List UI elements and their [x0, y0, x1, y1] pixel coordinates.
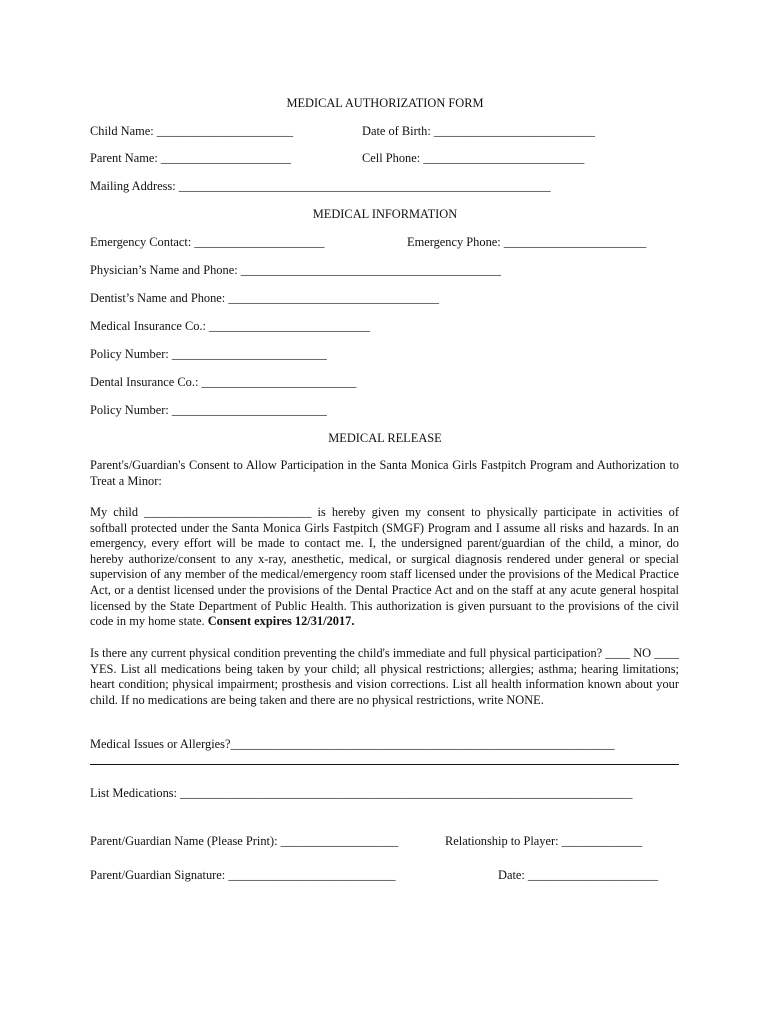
- condition-question: Is there any current physical condition preventing the child's immediate and full physical participation? ____ NO ____ YES. List all medications being taken by your child; all physical restrictions; allergies; asthma; hearing limitations; heart condition; physical impairment; prosthesis and vision corrections. List all health information known about your child. If no medications are being taken and there are no physical restrictions, write NONE.: [90, 646, 679, 707]
- medical-release-heading: MEDICAL RELEASE: [328, 431, 442, 445]
- dental-policy-number-field[interactable]: Policy Number: _________________________: [90, 403, 327, 417]
- medical-issues-field[interactable]: Medical Issues or Allergies?______________________________________________________________: [90, 737, 615, 751]
- mailing-address-field[interactable]: Mailing Address: ____________________________________________________________: [90, 179, 551, 193]
- consent-body: My child ___________________________ is hereby given my consent to physically participate in activities of softball protected under the Santa Monica Girls Fastpitch (SMGF) Program and I assume all risks and hazards. In an emergency, every effort will be made to contact me. I, the undersigned parent/guardian of the child, a minor, do hereby authorize/consent to any x-ray, anesthetic, medical, or surgical diagnosis rendered under general or special supervision of any member of the medical/emergency room staff licensed under the provisions of the Medical Practice Act, or a dentist licensed under the provisions of the Dental Practice Act and on the staff at any acute general hospital licensed by the State Department of Public Health. This authorization is given pursuant to the provisions of the civil code in my home state.: [90, 505, 679, 629]
- emergency-contact-field[interactable]: Emergency Contact: _____________________: [90, 235, 325, 249]
- consent-paragraph: [90, 505, 679, 630]
- cell-phone-field[interactable]: Cell Phone: __________________________: [362, 151, 585, 165]
- physician-field[interactable]: Physician’s Name and Phone: __________________________________________: [90, 263, 501, 277]
- policy-number-field[interactable]: Policy Number: _________________________: [90, 347, 327, 361]
- guardian-name-field[interactable]: Parent/Guardian Name (Please Print): ___________________: [90, 834, 399, 848]
- medical-insurance-field[interactable]: Medical Insurance Co.: __________________________: [90, 319, 371, 333]
- child-name-field[interactable]: Child Name: ______________________: [90, 124, 294, 138]
- signature-date-field[interactable]: Date: _____________________: [498, 868, 659, 882]
- relationship-field[interactable]: Relationship to Player: _____________: [445, 834, 643, 848]
- dentist-field[interactable]: Dentist’s Name and Phone: __________________________________: [90, 291, 439, 305]
- consent-intro: Parent's/Guardian's Consent to Allow Participation in the Santa Monica Girls Fastpitch Program and Authorization to Treat a Minor:: [90, 458, 679, 488]
- parent-name-field[interactable]: Parent Name: _____________________: [90, 151, 291, 165]
- list-medications-field[interactable]: List Medications: _________________________________________________________________________: [90, 786, 633, 800]
- medical-issues-continuation-line[interactable]: [90, 764, 679, 765]
- consent-expiry: Consent expires 12/31/2017.: [207, 614, 355, 629]
- dental-insurance-field[interactable]: Dental Insurance Co.: _________________________: [90, 375, 357, 389]
- emergency-phone-field[interactable]: Emergency Phone: _______________________: [407, 235, 647, 249]
- form-title: MEDICAL AUTHORIZATION FORM: [286, 96, 484, 110]
- date-of-birth-field[interactable]: Date of Birth: __________________________: [362, 124, 595, 138]
- guardian-signature-field[interactable]: Parent/Guardian Signature: ___________________________: [90, 868, 396, 882]
- medical-information-heading: MEDICAL INFORMATION: [312, 207, 458, 221]
